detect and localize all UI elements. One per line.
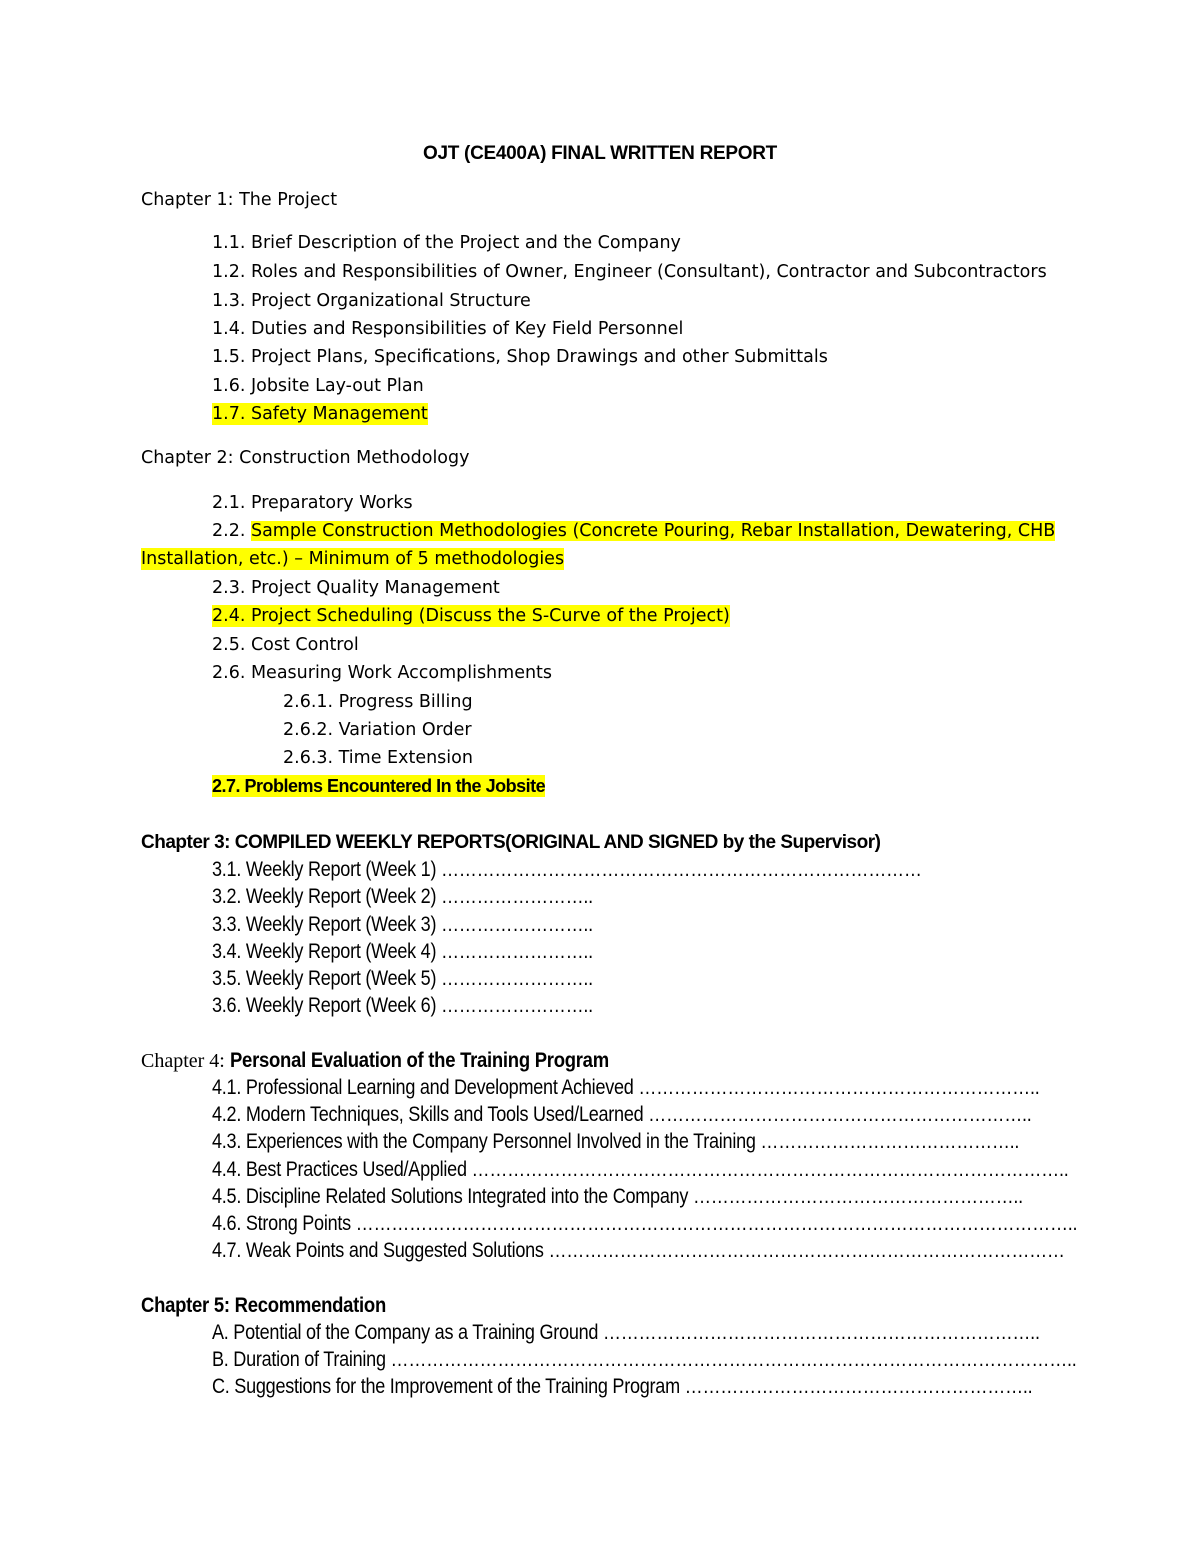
chapter-3-heading: Chapter 3: COMPILED WEEKLY REPORTS(ORIGINAL AND SIGNED by the Supervisor) — [141, 832, 881, 853]
toc-item-2-5: 2.5. Cost Control — [212, 635, 359, 655]
toc-item-1-6: 1.6. Jobsite Lay-out Plan — [212, 376, 424, 396]
toc-item-2-1: 2.1. Preparatory Works — [212, 493, 413, 513]
toc-item-4-6: 4.6. Strong Points ………………………………………………………………………………………………………….. — [212, 1212, 1078, 1235]
toc-item-2-2-line1-highlighted: Sample Construction Methodologies (Concrete Pouring, Rebar Installation, Dewatering, CHB — [250, 521, 1056, 541]
chapter-2-heading: Chapter 2: Construction Methodology — [141, 448, 470, 468]
toc-item-2-4-highlighted: 2.4. Project Scheduling (Discuss the S-Curve of the Project) — [212, 606, 730, 626]
chapter-4-heading — [141, 1050, 660, 1073]
toc-item-4-4: 4.4. Best Practices Used/Applied ……………………………………………………………………………………….. — [212, 1158, 1069, 1181]
toc-item-4-3: 4.3. Experiences with the Company Personnel Involved in the Training …………………………………….. — [212, 1130, 1020, 1153]
toc-item-5-b: B. Duration of Training …………………………………………………………………………………………………….. — [212, 1348, 1077, 1371]
toc-item-1-5: 1.5. Project Plans, Specifications, Shop Drawings and other Submittals — [212, 347, 828, 367]
toc-item-4-1: 4.1. Professional Learning and Development Achieved ………………………………………………………….. — [212, 1076, 1040, 1099]
document-title: OJT (CE400A) FINAL WRITTEN REPORT — [423, 143, 777, 164]
toc-item-1-2: 1.2. Roles and Responsibilities of Owner, Engineer (Consultant), Contractor and Subcontractors — [212, 262, 1047, 282]
toc-item-1-4: 1.4. Duties and Responsibilities of Key Field Personnel — [212, 319, 684, 339]
toc-item-1-3: 1.3. Project Organizational Structure — [212, 291, 531, 311]
toc-item-5-c: C. Suggestions for the Improvement of the Training Program ………………………………………………….. — [212, 1375, 1033, 1398]
toc-item-3-2: 3.2. Weekly Report (Week 2) …………………….. — [212, 885, 593, 908]
toc-item-2-6-3: 2.6.3. Time Extension — [283, 748, 473, 768]
chapter-5-heading: Chapter 5: Recommendation — [141, 1294, 386, 1317]
toc-item-2-6-2: 2.6.2. Variation Order — [283, 720, 472, 740]
toc-item-4-7: 4.7. Weak Points and Suggested Solutions …………………………………………………………………………… — [212, 1239, 1065, 1262]
chapter-4-prefix: Chapter 4: — [141, 1050, 230, 1072]
toc-item-3-3: 3.3. Weekly Report (Week 3) …………………….. — [212, 913, 593, 936]
toc-item-5-a: A. Potential of the Company as a Training Ground ……………………………………………………………….. — [212, 1321, 1040, 1344]
toc-item-2-6-1: 2.6.1. Progress Billing — [283, 692, 473, 712]
toc-item-2-6: 2.6. Measuring Work Accomplishments — [212, 663, 553, 683]
toc-item-4-5: 4.5. Discipline Related Solutions Integrated into the Company ……………………………………………….. — [212, 1185, 1023, 1208]
toc-item-1-7-highlighted: 1.7. Safety Management — [212, 404, 428, 424]
toc-item-2-2 — [212, 520, 1055, 542]
toc-item-2-3: 2.3. Project Quality Management — [212, 578, 500, 598]
toc-item-2-2-number: 2.2. — [212, 521, 251, 541]
toc-item-3-5: 3.5. Weekly Report (Week 5) …………………….. — [212, 967, 593, 990]
toc-item-3-1: 3.1. Weekly Report (Week 1) ……………………………………………………………………… — [212, 858, 922, 881]
chapter-4-title: Personal Evaluation of the Training Program — [229, 1049, 609, 1072]
chapter-1-heading: Chapter 1: The Project — [141, 190, 338, 210]
toc-item-1-1: 1.1. Brief Description of the Project and the Company — [212, 233, 681, 253]
toc-item-2-7-highlighted: 2.7. Problems Encountered In the Jobsite — [212, 776, 546, 796]
toc-item-3-6: 3.6. Weekly Report (Week 6) …………………….. — [212, 994, 593, 1017]
toc-item-2-2-line2-highlighted: Installation, etc.) – Minimum of 5 methodologies — [141, 549, 565, 569]
toc-item-3-4: 3.4. Weekly Report (Week 4) …………………….. — [212, 940, 593, 963]
toc-item-4-2: 4.2. Modern Techniques, Skills and Tools Used/Learned ……………………………………………………….. — [212, 1103, 1032, 1126]
